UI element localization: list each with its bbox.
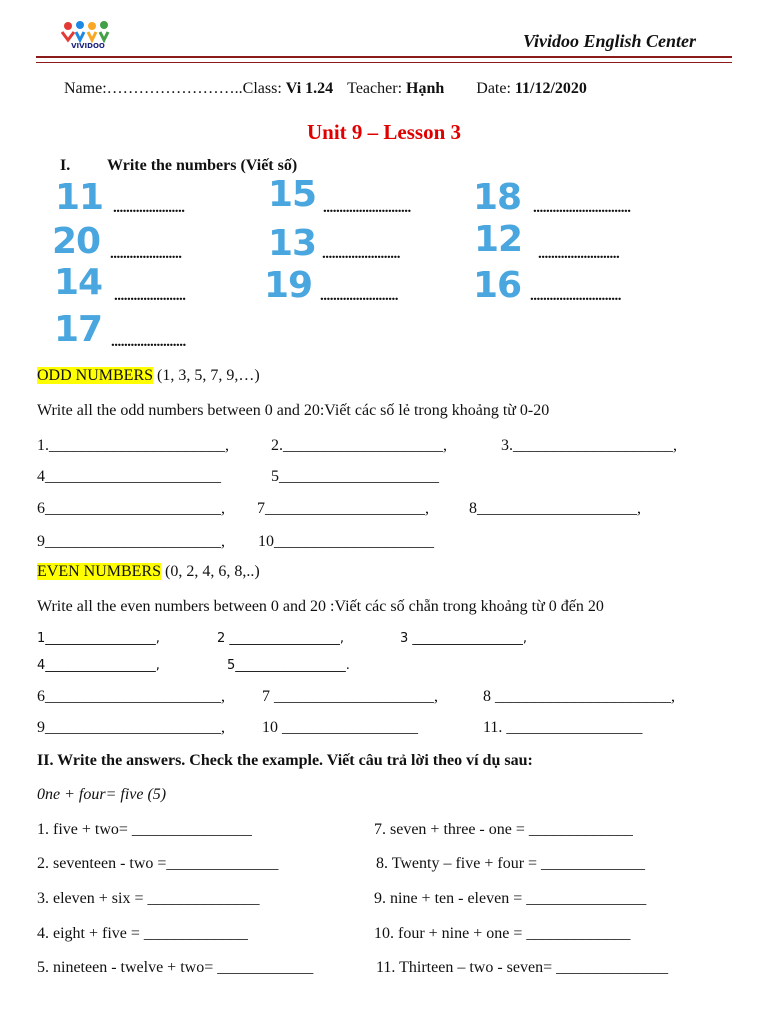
answer-blank: ........................	[320, 288, 398, 304]
number-image-11: 11	[55, 177, 104, 218]
section1-heading: Write the numbers (Viết số)	[107, 157, 298, 174]
odd-answer-6: 6______________________,	[37, 500, 225, 517]
section2-heading: II. Write the answers. Check the example. Viết câu trả lời theo ví dụ sau:	[37, 752, 533, 769]
even-answer-9: 9______________________,	[37, 719, 225, 736]
name-class-label: Name:……………………..Class:	[64, 80, 282, 97]
even-answer-2: 2 _________________,	[217, 631, 345, 646]
answer-blank: ...........................	[323, 200, 411, 216]
class-value: Vi 1.24	[285, 80, 334, 97]
odd-heading	[37, 367, 260, 385]
even-answer-7: 7 ____________________,	[262, 688, 438, 705]
answer-blank: ......................	[110, 246, 182, 262]
math-question-7: 7. seven + three - one = _____________	[374, 821, 633, 838]
header-rule-thin	[36, 62, 732, 63]
number-image-15: 15	[268, 174, 317, 215]
odd-answer-7: 7____________________,	[257, 500, 429, 517]
number-image-13: 13	[268, 223, 317, 264]
odd-answer-9: 9______________________,	[37, 533, 225, 550]
math-question-2: 2. seventeen - two =______________	[37, 855, 279, 872]
even-answer-8: 8 ______________________,	[483, 688, 675, 705]
odd-answer-10: 10____________________	[258, 533, 434, 550]
date-value: 11/12/2020	[514, 80, 587, 97]
odd-answer-3: 3.____________________,	[501, 437, 677, 454]
answer-blank: .......................	[111, 334, 186, 350]
odd-answer-5: 5____________________	[271, 468, 439, 485]
number-image-20: 20	[52, 221, 101, 262]
math-question-3: 3. eleven + six = ______________	[37, 890, 260, 907]
even-answer-3: 3 _________________,	[400, 631, 528, 646]
center-name: Vividoo English Center	[522, 31, 696, 51]
odd-answer-2: 2.____________________,	[271, 437, 447, 454]
math-question-10: 10. four + nine + one = _____________	[374, 925, 631, 942]
number-image-16: 16	[473, 265, 522, 306]
info-line	[64, 80, 587, 98]
header-rule	[36, 56, 732, 58]
number-image-14: 14	[54, 262, 103, 303]
even-answer-1: 1_________________,	[37, 631, 160, 646]
teacher-label: Teacher:	[347, 80, 403, 97]
answer-blank: ............................	[530, 288, 621, 304]
odd-instruction: Write all the odd numbers between 0 and 20:Viết các số lẻ trong khoảng từ 0-20	[37, 402, 550, 419]
odd-answer-8: 8____________________,	[469, 500, 641, 517]
even-answer-4: 4_________________,	[37, 658, 160, 673]
math-question-4: 4. eight + five = _____________	[37, 925, 248, 942]
answer-blank: ..............................	[533, 200, 631, 216]
answer-blank: ......................	[114, 288, 186, 304]
even-answer-5: 5_________________.	[227, 658, 350, 673]
odd-answer-4: 4______________________	[37, 468, 221, 485]
even-answer-10: 10 _________________	[262, 719, 418, 736]
answer-blank: ........................	[322, 246, 400, 262]
number-image-12: 12	[474, 219, 523, 260]
odd-label: ODD NUMBERS	[37, 367, 154, 384]
odd-answer-1: 1.______________________,	[37, 437, 229, 454]
vividoo-logo	[58, 20, 120, 50]
math-question-1: 1. five + two= _______________	[37, 821, 252, 838]
even-instruction: Write all the even numbers between 0 and 20 :Viết các số chẵn trong khoảng từ 0 đến 20	[37, 598, 604, 615]
math-question-8: 8. Twenty – five + four = _____________	[376, 855, 646, 872]
svg-text:VIVIDOO: VIVIDOO	[71, 42, 105, 50]
math-question-5: 5. nineteen - twelve + two= ____________	[37, 959, 314, 976]
even-answer-11: 11. _________________	[483, 719, 643, 736]
number-image-17: 17	[54, 309, 103, 350]
answer-blank: .........................	[538, 246, 620, 262]
section2-example: 0ne + four= five (5)	[37, 786, 167, 803]
section1-roman: I.	[60, 157, 71, 174]
even-examples: (0, 2, 4, 6, 8,..)	[161, 563, 260, 580]
odd-examples: (1, 3, 5, 7, 9,…)	[153, 367, 260, 384]
even-heading	[37, 563, 260, 581]
answer-blank: ......................	[113, 200, 185, 216]
number-image-19: 19	[264, 265, 313, 306]
even-answer-6: 6______________________,	[37, 688, 225, 705]
math-question-11: 11. Thirteen – two - seven= ______________	[376, 959, 669, 976]
date-label: Date:	[476, 80, 511, 97]
even-label: EVEN NUMBERS	[37, 563, 162, 580]
number-image-18: 18	[473, 177, 522, 218]
math-question-9: 9. nine + ten - eleven = _______________	[374, 890, 647, 907]
page-title: Unit 9 – Lesson 3	[306, 120, 462, 144]
teacher-value: Hạnh	[406, 80, 445, 97]
